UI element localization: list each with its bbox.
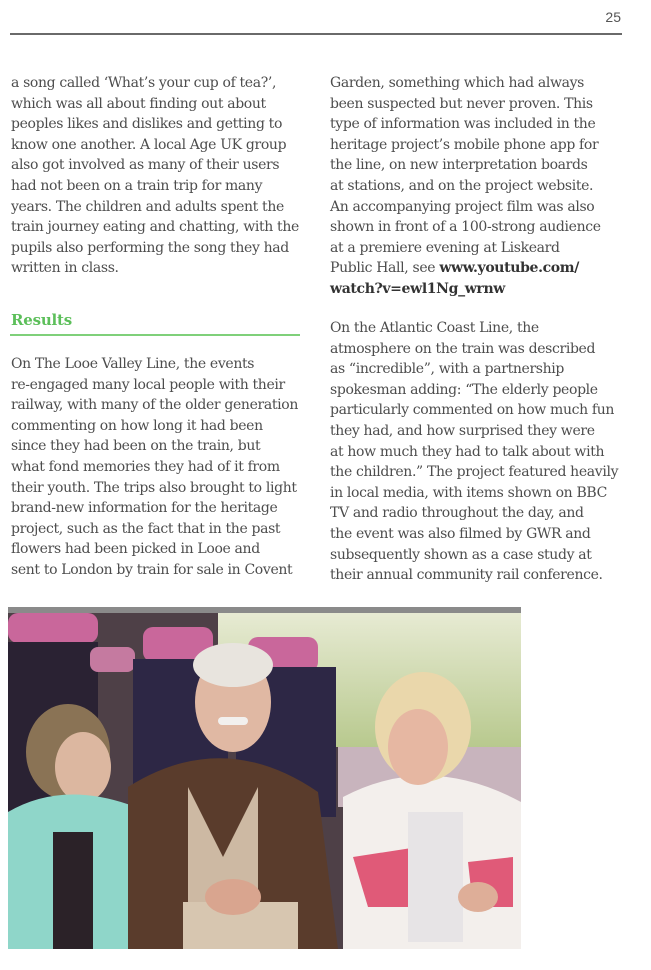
youtube-link[interactable]: www.youtube.com/ watch?v=ewl1Ng_wrnw — [330, 260, 579, 297]
looe-valley-paragraph: On The Looe Valley Line, the events re-engaged many local people with their railway, with many of the older generation commenting on how long it had been since they had been on the train, but what fond memories they had of it from their youth. The trips also brought to light brand-new information for the heritage project, such as the fact that in the past flowers had been picked in Looe and sent to London by train for sale in Covent — [11, 356, 298, 578]
section-heading-results: Results — [11, 311, 73, 329]
garden-text: Garden, something which had always been suspected but never proven. This type of information was included in the heritage project’s mobile phone app for the line, on new interpretation boards at stations, and on the project website. An accompanying project film was also shown in front of a 100-strong audience at a premiere evening at Liskeard Public Hall, see — [330, 75, 601, 277]
results-paragraph — [11, 354, 311, 581]
intro-paragraph: a song called ‘What’s your cup of tea?’, which was all about finding out about peoples likes and dislikes and getting to know one another. A local Age UK group also got involved as many of their users had not been on a train trip for many years. The children and adults spent the train journey eating and chatting, with the pupils also performing the song they had written in class. — [11, 75, 299, 277]
page-number: 25 — [605, 9, 621, 25]
atlantic-paragraph-block — [330, 318, 630, 586]
atlantic-coast-paragraph: On the Atlantic Coast Line, the atmosphere on the train was described as “incredible”, with a partnership spokesman adding: “The elderly people particularly commented on how much fun they had, and how surprised they were at how much they had to talk about with the children.” The project featured heavily in local media, with items shown on BBC TV and radio throughout the day, and the event was also filmed by GWR and subsequently shown as a case study at their annual community rail conference. — [330, 320, 619, 584]
header-rule — [10, 33, 622, 35]
photo-illustration — [8, 607, 521, 949]
heading-rule — [10, 334, 300, 336]
left-column — [11, 73, 306, 279]
train-passengers-photo — [8, 607, 521, 949]
garden-paragraph — [330, 73, 630, 300]
right-column — [330, 73, 630, 300]
